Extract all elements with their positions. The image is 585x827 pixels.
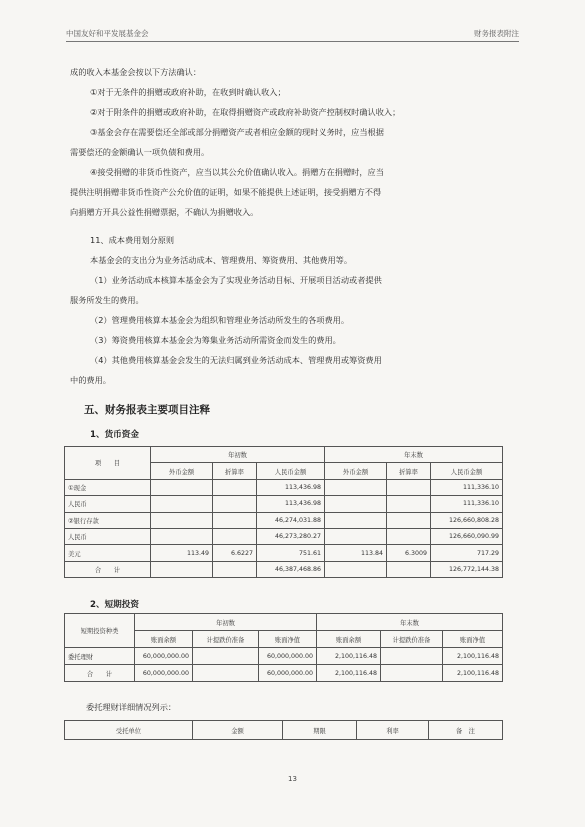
cash-item-header: 项 目 <box>65 447 151 480</box>
cell: 113,436.98 <box>257 496 325 512</box>
table-row <box>65 648 503 665</box>
col-header: 外币金额 <box>325 463 387 479</box>
section-heading: 11、成本费用划分原则 <box>90 235 175 245</box>
cell <box>325 496 387 512</box>
page-number: 13 <box>288 775 297 783</box>
cell <box>151 496 213 512</box>
cell: 60,000,000.00 <box>259 648 317 665</box>
cell: 126,660,090.99 <box>431 528 503 544</box>
text-line: 服务所发生的费用。 <box>70 295 144 305</box>
row-label: 人民币 <box>65 496 151 512</box>
cell: 111,336.10 <box>431 496 503 512</box>
cell: 6.6227 <box>213 545 257 561</box>
cell: 60,000,000.00 <box>135 665 193 682</box>
cell <box>325 561 387 577</box>
row-label: 委托理财 <box>65 648 135 665</box>
cell <box>213 561 257 577</box>
short-investment-table <box>64 613 503 682</box>
text-line: （2）管理费用核算本基金会为组织和管理业务活动所发生的各项费用。 <box>90 315 350 325</box>
text-line: ②对于附条件的捐赠或政府补助，在取得捐赠资产或政府补助资产控制权时确认收入； <box>90 107 401 117</box>
cell: 717.29 <box>431 545 503 561</box>
text-line: （3）筹资费用核算本基金会为筹集业务活动所需资金而发生的费用。 <box>90 335 341 345</box>
col-header: 账面余额 <box>135 631 193 648</box>
row-label: ②银行存款 <box>65 512 151 528</box>
cell <box>213 496 257 512</box>
cell <box>381 648 443 665</box>
text-line: （4）其他费用核算基金会发生的无法归属到业务活动成本、管理费用或筹资费用 <box>90 355 382 365</box>
cell <box>193 665 259 682</box>
cell <box>151 561 213 577</box>
table-row <box>65 479 503 495</box>
cell: 2,100,116.48 <box>317 648 381 665</box>
col-header: 账面净值 <box>259 631 317 648</box>
header-section: 财务报表附注 <box>474 29 519 38</box>
table-row-total <box>65 665 503 682</box>
row-label: 人民币 <box>65 528 151 544</box>
col-header: 利率 <box>357 721 429 740</box>
col-header: 折算率 <box>387 463 431 479</box>
text-line: 本基金会的支出分为业务活动成本、管理费用、筹资费用、其他费用等。 <box>90 255 353 265</box>
short-inv-end-header: 年末数 <box>317 614 503 631</box>
cell: 113.84 <box>325 545 387 561</box>
short-investment-title: 2、短期投资 <box>90 600 139 610</box>
col-header: 备 注 <box>429 721 503 740</box>
cash-title: 1、货币资金 <box>90 430 139 440</box>
cell <box>387 561 431 577</box>
cell <box>151 512 213 528</box>
cell <box>193 648 259 665</box>
row-label: 美元 <box>65 545 151 561</box>
cell <box>381 665 443 682</box>
col-header: 计提跌价准备 <box>193 631 259 648</box>
cash-begin-header: 年初数 <box>151 447 325 463</box>
col-header: 期限 <box>283 721 357 740</box>
entrust-table <box>64 720 503 740</box>
col-header: 折算率 <box>213 463 257 479</box>
cell: 46,274,031.88 <box>257 512 325 528</box>
cell: 126,660,808.28 <box>431 512 503 528</box>
text-line: ①对于无条件的捐赠或政府补助，在收到时确认收入； <box>90 87 286 97</box>
cell: 751.61 <box>257 545 325 561</box>
col-header: 人民币金额 <box>431 463 503 479</box>
col-header: 外币金额 <box>151 463 213 479</box>
cell: 60,000,000.00 <box>259 665 317 682</box>
cell: 60,000,000.00 <box>135 648 193 665</box>
cell: 126,772,144.38 <box>431 561 503 577</box>
cell: 46,387,468.86 <box>257 561 325 577</box>
cell <box>213 528 257 544</box>
table-row <box>65 545 503 561</box>
text-line: 成的收入本基金会按以下方法确认： <box>70 67 202 77</box>
text-line: 向捐赠方开具公益性捐赠票据，不确认为捐赠收入。 <box>70 207 259 217</box>
text-line: 中的费用。 <box>70 375 111 385</box>
cash-end-header: 年末数 <box>325 447 503 463</box>
cell: 2,100,116.48 <box>443 665 503 682</box>
cell <box>151 479 213 495</box>
cell: 2,100,116.48 <box>317 665 381 682</box>
cell: 113.49 <box>151 545 213 561</box>
cell <box>387 496 431 512</box>
short-inv-begin-header: 年初数 <box>135 614 317 631</box>
cell <box>387 528 431 544</box>
cell <box>213 512 257 528</box>
header-org: 中国友好和平发展基金会 <box>66 29 149 38</box>
text-line: 需要偿还的金额确认一项负债和费用。 <box>70 147 210 157</box>
cell <box>325 528 387 544</box>
text-line: （1）业务活动成本核算本基金会为了实现业务活动目标、开展项目活动或者提供 <box>90 275 382 285</box>
row-label: 合 计 <box>65 665 135 682</box>
table-row <box>65 528 503 544</box>
row-label: ①现金 <box>65 479 151 495</box>
table-row <box>65 496 503 512</box>
text-line: ③基金会存在需要偿还全部或部分捐赠资产或者相应金额的现时义务时，应当根据 <box>90 127 384 137</box>
col-header: 人民币金额 <box>257 463 325 479</box>
text-line: ④接受捐赠的非货币性资产，应当以其公允价值确认收入。捐赠方在捐赠时，应当 <box>90 167 384 177</box>
header-rule <box>66 41 519 42</box>
col-header: 账面余额 <box>317 631 381 648</box>
col-header: 账面净值 <box>443 631 503 648</box>
cell <box>325 512 387 528</box>
cell: 46,273,280.27 <box>257 528 325 544</box>
cell: 2,100,116.48 <box>443 648 503 665</box>
table-row <box>65 512 503 528</box>
col-header: 计提跌价准备 <box>381 631 443 648</box>
entrust-title: 委托理财详细情况列示： <box>86 702 177 712</box>
short-inv-item-header: 短期投资种类 <box>65 614 135 648</box>
page-header <box>66 28 519 42</box>
cell: 6.3009 <box>387 545 431 561</box>
cell: 111,336.10 <box>431 479 503 495</box>
cell: 113,436.98 <box>257 479 325 495</box>
cell <box>151 528 213 544</box>
cash-table <box>64 446 503 578</box>
col-header: 金额 <box>193 721 283 740</box>
section-title: 五、财务报表主要项目注释 <box>84 404 210 416</box>
cell <box>213 479 257 495</box>
cell <box>387 512 431 528</box>
row-label: 合 计 <box>65 561 151 577</box>
cell <box>325 479 387 495</box>
table-row-total <box>65 561 503 577</box>
cell <box>387 479 431 495</box>
text-line: 提供注明捐赠非货币性资产公允价值的证明，如果不能提供上述证明，接受捐赠方不得 <box>70 187 382 197</box>
col-header: 受托单位 <box>65 721 193 740</box>
